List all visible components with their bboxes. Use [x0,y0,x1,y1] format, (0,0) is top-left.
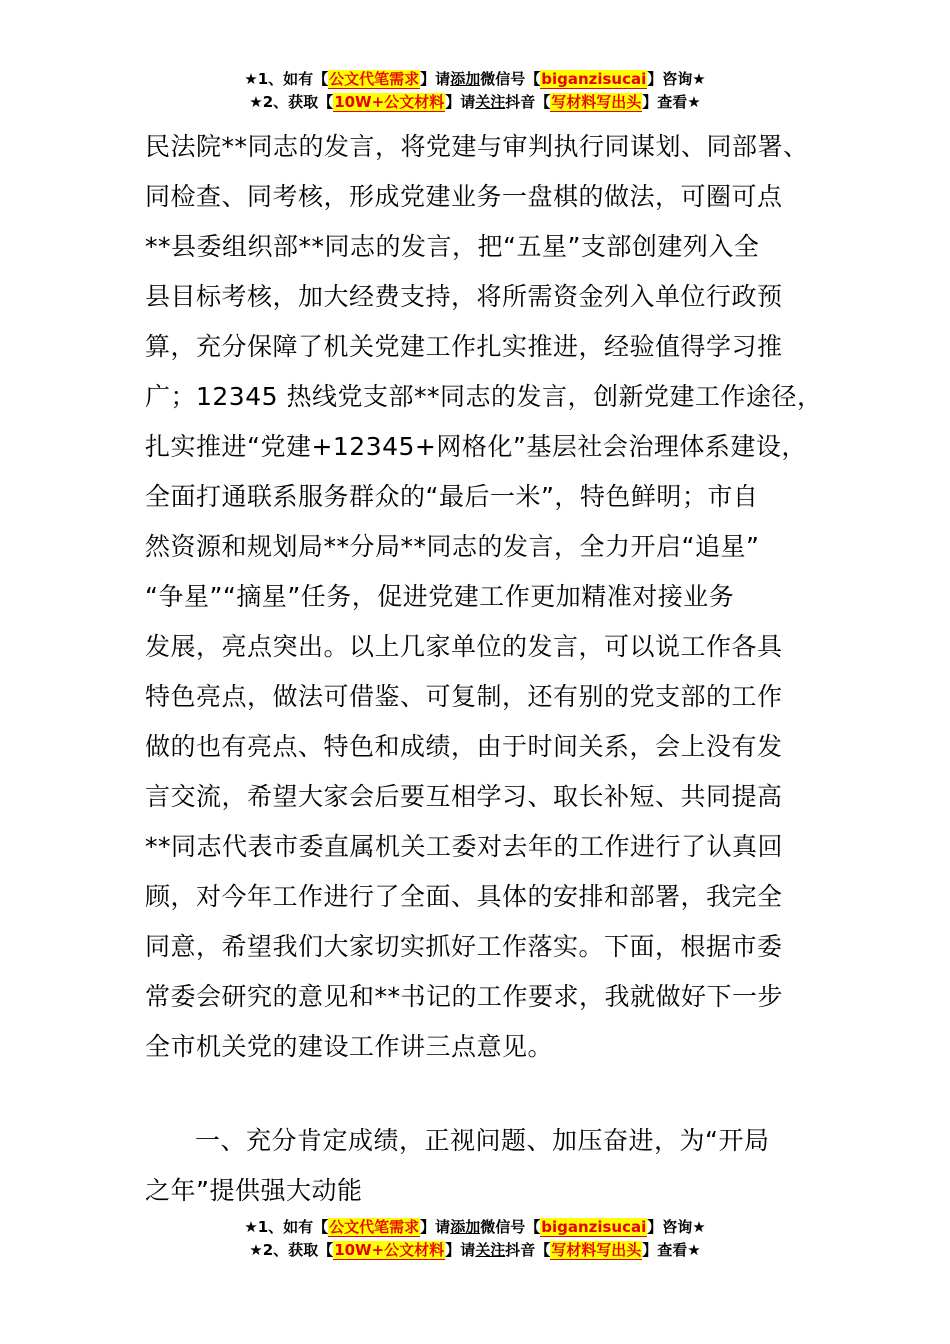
promo-underline: 关注 [475,93,506,111]
body-line: 全面打通联系服务群众的“最后一米”，特色鲜明；市自 [145,482,759,511]
promo-text: 抖音【 [505,93,551,111]
promo-highlight: 10W+公文材料 [334,1241,445,1259]
heading-line: 之年”提供强大动能 [145,1176,363,1205]
body-line: 言交流，希望大家会后要互相学习、取长补短、共同提高 [145,782,783,811]
promo-highlight: 公文代笔需求 [329,70,420,88]
heading-line: 一、充分肯定成绩，正视问题、加压奋进，为“开局 [195,1126,770,1155]
promo-text: 】咨询★ [647,70,706,88]
promo-line-2 [0,1239,950,1262]
promo-text: 微信号【 [480,1218,541,1236]
body-line: 然资源和规划局**分局**同志的发言，全力开启“追星” [145,532,760,561]
promo-line-1 [0,68,950,91]
body-line: 广；12345 热线党支部**同志的发言，创新党建工作途径， [145,382,823,411]
body-line: **县委组织部**同志的发言，把“五星”支部创建列入全 [145,232,760,261]
promo-text: 】请 [420,70,451,88]
body-line: 发展，亮点突出。以上几家单位的发言，可以说工作各具 [145,632,783,661]
promo-douyin-id: 写材料写出头 [551,93,642,111]
promo-douyin-id: 写材料写出头 [551,1241,642,1259]
body-line: 算，充分保障了机关党建工作扎实推进，经验值得学习推 [145,332,783,361]
body-line: 全市机关党的建设工作讲三点意见。 [145,1032,554,1061]
promo-banner-bottom [0,1216,950,1262]
document-body [145,122,825,1072]
promo-wechat-id: biganzisucai [541,1218,647,1236]
body-line: 同意，希望我们大家切实抓好工作落实。下面，根据市委 [145,932,783,961]
promo-text: 抖音【 [505,1241,551,1259]
promo-text: 】请 [445,1241,476,1259]
body-line: 常委会研究的意见和**书记的工作要求，我就做好下一步 [145,982,784,1011]
promo-text: 】请 [420,1218,451,1236]
promo-text: 】查看★ [642,1241,701,1259]
promo-text: 微信号【 [480,70,541,88]
promo-line-2 [0,91,950,114]
promo-wechat-id: biganzisucai [541,70,647,88]
body-line: **同志代表市委直属机关工委对去年的工作进行了认真回 [145,832,784,861]
promo-line-1 [0,1216,950,1239]
promo-text: ★1、如有【 [244,1218,329,1236]
promo-highlight: 10W+公文材料 [334,93,445,111]
body-line: 扎实推进“党建+12345+网格化”基层社会治理体系建设， [145,432,807,461]
body-line: 做的也有亮点、特色和成绩，由于时间关系，会上没有发 [145,732,783,761]
body-line: 同检查、同考核，形成党建业务一盘棋的做法，可圈可点 [145,182,783,211]
promo-text: 】咨询★ [647,1218,706,1236]
promo-underline: 添加 [450,70,481,88]
body-line: 顾，对今年工作进行了全面、具体的安排和部署，我完全 [145,882,783,911]
promo-text: ★1、如有【 [244,70,329,88]
section-heading [145,1116,825,1216]
promo-banner-top [0,68,950,114]
promo-text: 】查看★ [642,93,701,111]
promo-underline: 添加 [450,1218,481,1236]
promo-text: 】请 [445,93,476,111]
body-line: 民法院**同志的发言，将党建与审判执行同谋划、同部署、 [145,132,809,161]
body-line: 县目标考核，加大经费支持，将所需资金列入单位行政预 [145,282,783,311]
promo-highlight: 公文代笔需求 [329,1218,420,1236]
body-line: “争星”“摘星”任务，促进党建工作更加精准对接业务 [145,582,735,611]
body-line: 特色亮点，做法可借鉴、可复制，还有别的党支部的工作 [145,682,783,711]
promo-underline: 关注 [475,1241,506,1259]
promo-text: ★2、获取【 [249,93,334,111]
promo-text: ★2、获取【 [249,1241,334,1259]
